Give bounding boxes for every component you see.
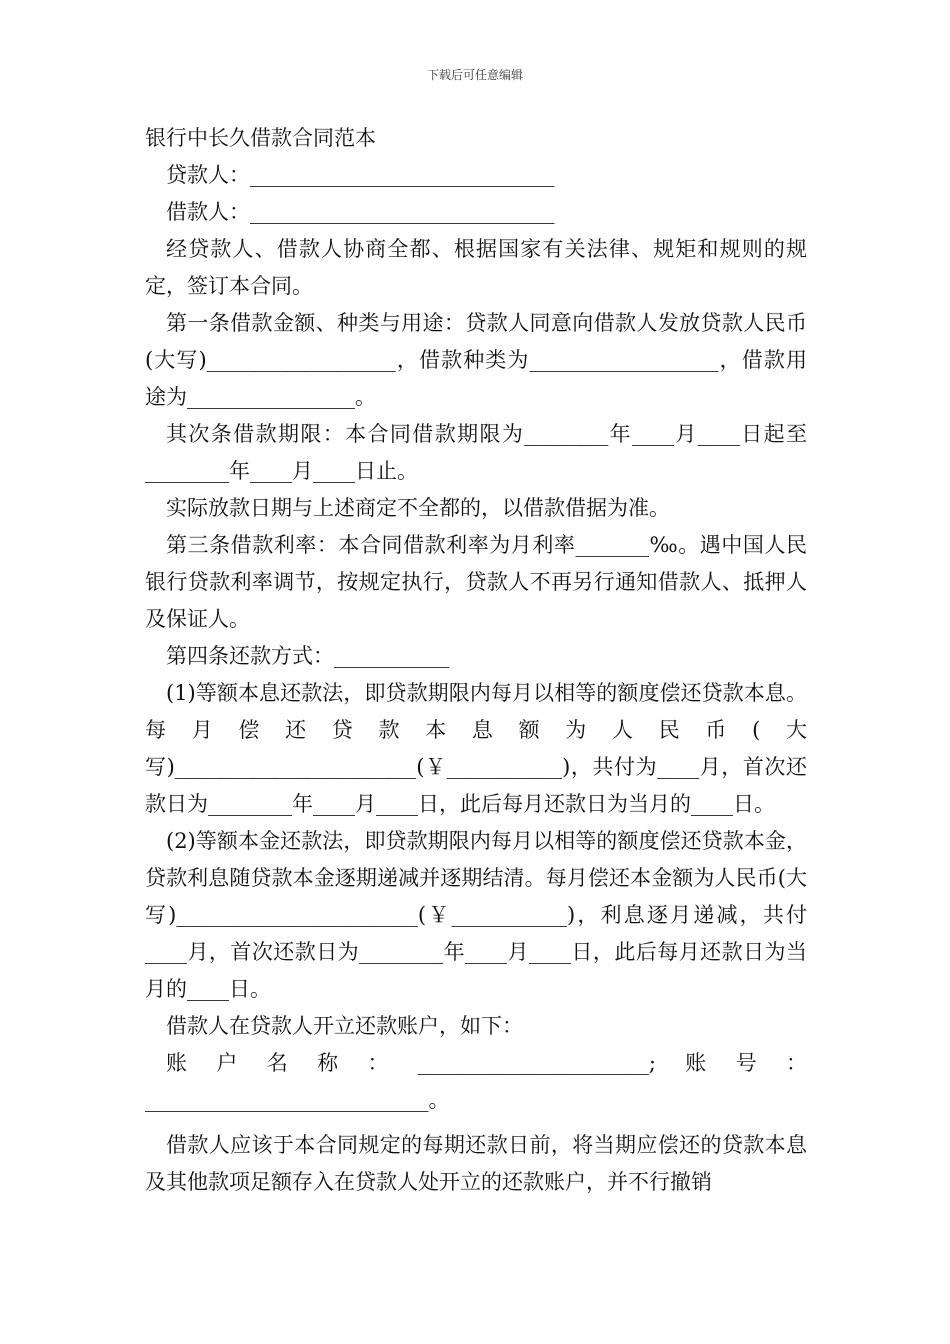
article-3-paragraph: 第三条借款利率：本合同借款利率为月利率_______‰。遇中国人民银行贷款利率调节，按规定执行，贷款人不再另行通知借款人、抵押人及保证人。: [145, 533, 807, 631]
preamble-paragraph: 经贷款人、借款人协商全都、根据国家有关法律、规矩和规则的规定，签订本合同。: [145, 237, 807, 298]
document-body: [145, 120, 807, 1201]
disbursement-note-paragraph: 实际放款日期与上述商定不全都的，以借款借据为准。: [166, 496, 670, 520]
repayment-obligation-paragraph: 借款人应该于本合同规定的每期还款日前，将当期应偿还的贷款本息及其他款项足额存入在贷款人处开立的还款账户，并不行撤销: [145, 1133, 807, 1194]
header-note: 下载后可任意编辑: [426, 68, 523, 82]
article-2-paragraph: 其次条借款期限：本合同借款期限为________年____月____日起至________年____月____日止。: [145, 422, 807, 483]
repayment-account-intro-paragraph: 借款人在贷款人开立还款账户，如下：: [166, 1014, 523, 1038]
account-details-paragraph: 账户名称：______________________;账号：___________________________。: [145, 1051, 807, 1112]
article-1-paragraph: 第一条借款金额、种类与用途：贷款人同意向借款人发放贷款人民币(大写)__________________，借款种类为__________________，借款用途为________________。: [145, 311, 807, 409]
equal-principal-paragraph: (2)等额本金还款法，即贷款期限内每月以相等的额度偿还贷款本金，贷款利息随贷款本金逐期递减并逐期结清。每月偿还本金额为人民币(大写)_______________________(￥___________)，利息逐月递减，共付____月，首次还款日为________年____月____日，此后每月还款日为当月的____日。: [145, 829, 807, 1001]
article-4-paragraph: 第四条还款方式：___________: [166, 644, 450, 668]
borrower-line: 借款人：_____________________________: [166, 200, 555, 224]
lender-line: 贷款人：_____________________________: [166, 163, 555, 187]
document-title: 银行中长久借款合同范本: [145, 126, 376, 150]
equal-installment-paragraph: (1)等额本息还款法，即贷款期限内每月以相等的额度偿还贷款本息。每月偿还贷款本息额为人民币(大写)_______________________(￥___________)，共付为____月，首次还款日为________年____月____日，此后每月还款日为当月的____日。: [145, 681, 807, 816]
